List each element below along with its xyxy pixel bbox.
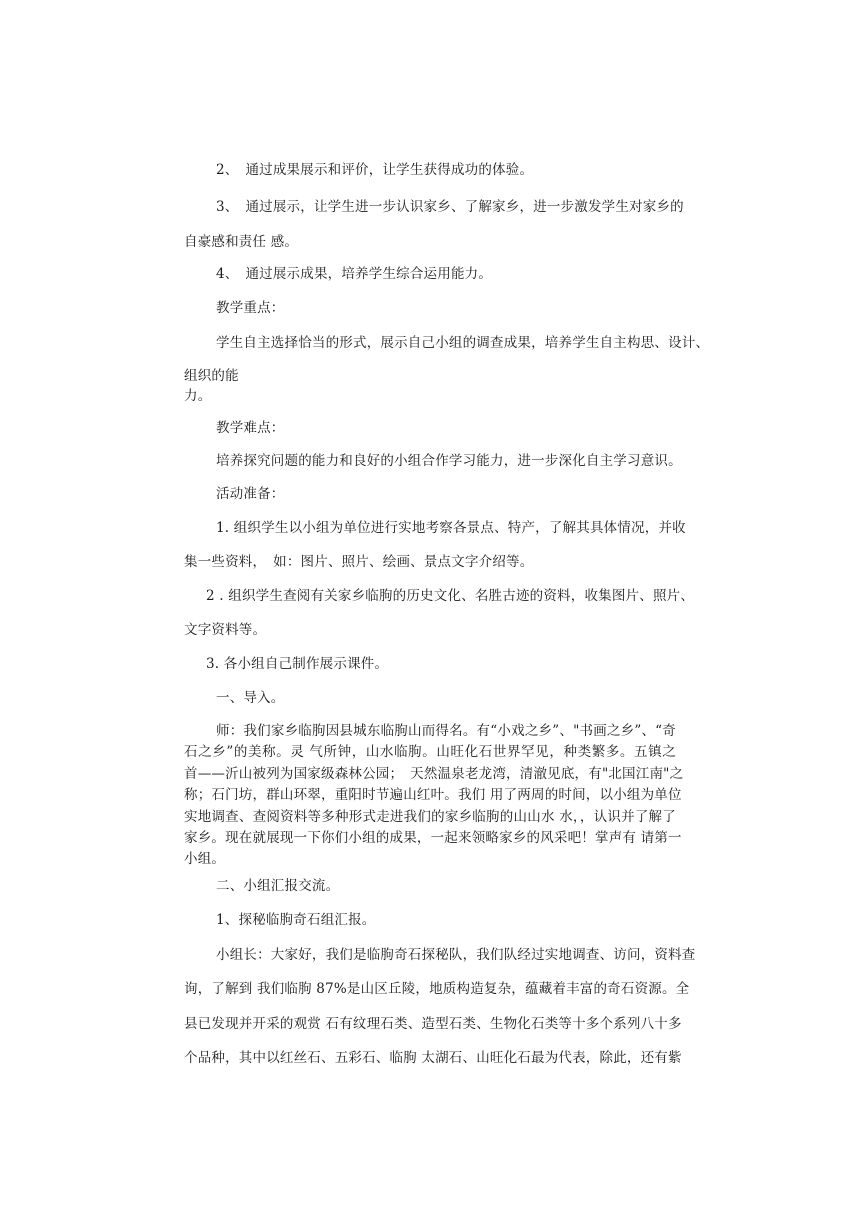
leader-line-3: 县已发现并开采的观赏 石有纹理石类、造型石类、生物化石类等十多个系列八十多 bbox=[184, 1016, 682, 1032]
difficulty-text: 培养探究问题的能力和良好的小组合作学习能力，进一步深化自主学习意识。 bbox=[216, 453, 682, 469]
difficulty-heading: 教学难点： bbox=[216, 420, 285, 436]
objective-4: 4、 通过展示成果，培养学生综合运用能力。 bbox=[216, 266, 493, 282]
preparation-2-line-1: 2 . 组织学生查阅有关家乡临朐的历史文化、名胜古迹的资料，收集图片、照片、 bbox=[206, 588, 695, 604]
objective-2: 2、 通过成果展示和评价，让学生获得成功的体验。 bbox=[216, 162, 534, 178]
preparation-1-line-1: 1. 组织学生以小组为单位进行实地考察各景点、特产，了解其具体情况，并收 bbox=[216, 520, 686, 536]
intro-line-3: 首——沂山被列为国家级森林公园； 天然温泉老龙湾，清澈见底，有"北国江南"之 bbox=[184, 766, 684, 782]
key-points-line-1: 学生自主选择恰当的形式，展示自己小组的调查成果，培养学生自主构思、设计、 bbox=[216, 335, 710, 351]
preparation-1-line-2: 集一些资料， 如：图片、照片、绘画、景点文字介绍等。 bbox=[184, 554, 534, 570]
intro-line-7: 小组。 bbox=[184, 851, 226, 867]
section-2-heading: 二、小组汇报交流。 bbox=[216, 878, 340, 894]
preparation-3: 3. 各小组自己制作展示课件。 bbox=[206, 656, 389, 672]
key-points-line-3: 力。 bbox=[184, 388, 212, 404]
preparation-2-line-2: 文字资料等。 bbox=[184, 622, 267, 638]
leader-line-4: 个品种，其中以红丝石、五彩石、临朐 太湖石、山旺化石最为代表，除此，还有紫 bbox=[184, 1050, 682, 1066]
key-points-line-2: 组织的能 bbox=[184, 368, 239, 384]
leader-line-2: 询，了解到 我们临朐 87%是山区丘陵，地质构造复杂，蕴藏着丰富的奇石资源。全 bbox=[184, 981, 690, 997]
preparation-heading: 活动准备： bbox=[216, 486, 285, 502]
objective-3-line-2: 自豪感和责任 感。 bbox=[184, 234, 299, 250]
report-1-heading: 1、探秘临朐奇石组汇报。 bbox=[216, 912, 376, 928]
intro-line-6: 家乡。现在就展现一下你们小组的成果，一起来领略家乡的风采吧！掌声有 请第一 bbox=[184, 830, 682, 846]
objective-3-line-1: 3、 通过展示，让学生进一步认识家乡、了解家乡，进一步激发学生对家乡的 bbox=[216, 199, 684, 215]
leader-line-1: 小组长：大家好，我们是临朐奇石探秘队，我们队经过实地调查、访问，资料查 bbox=[216, 947, 696, 963]
intro-line-4: 称；石门坊，群山环翠，重阳时节遍山红叶。我们 用了两周的时间，以小组为单位 bbox=[184, 787, 682, 803]
intro-line-5: 实地调查、查阅资料等多种形式走进我们的家乡临朐的山山水 水，，认识并了解了 bbox=[184, 809, 676, 825]
intro-line-1: 师：我们家乡临朐因县城东临朐山而得名。有“小戏之乡”、"书画之乡”、“奇 bbox=[216, 723, 676, 739]
key-points-heading: 教学重点： bbox=[216, 300, 285, 316]
intro-line-2: 石之乡”的美称。灵 气所钟，山水临朐。山旺化石世界罕见，种类繁多。五镇之 bbox=[184, 744, 676, 760]
section-1-heading: 一、导入。 bbox=[216, 690, 285, 706]
